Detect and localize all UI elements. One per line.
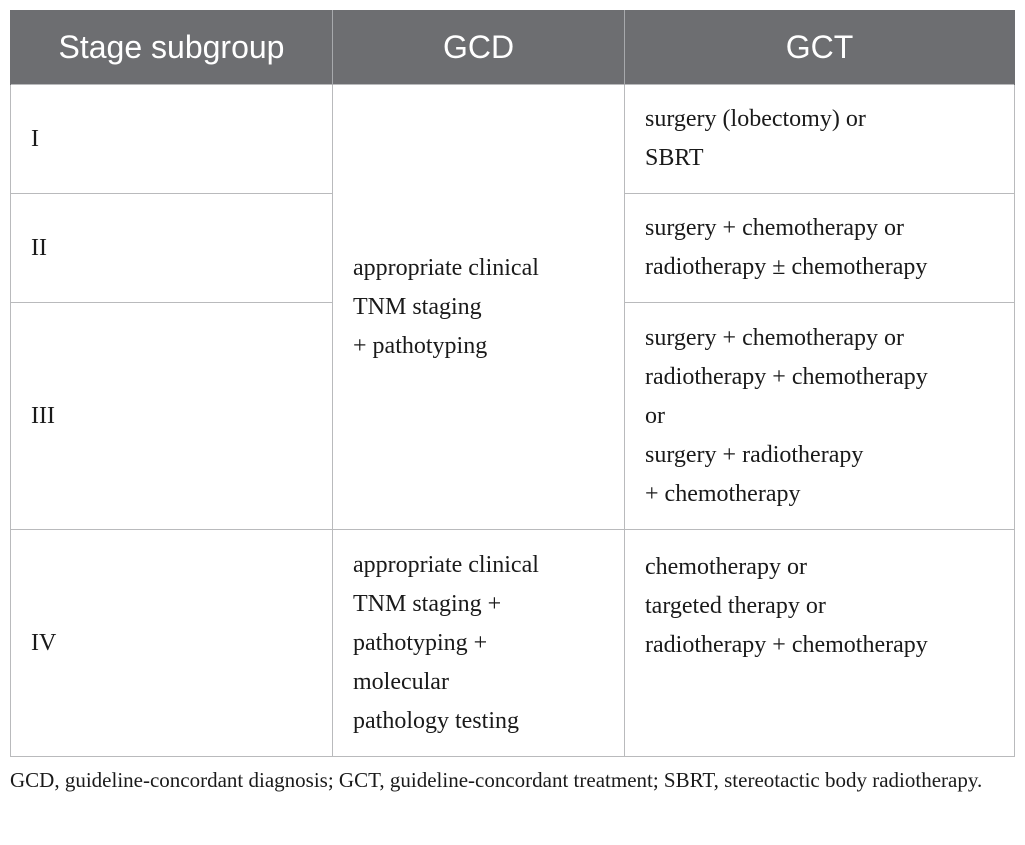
gct-line: radiotherapy + chemotherapy <box>645 632 928 658</box>
gcd-line: pathotyping + <box>353 629 488 656</box>
table-row <box>11 530 1015 757</box>
stage-cell: II <box>11 194 333 303</box>
gct-cell <box>625 85 1015 194</box>
gct-line: radiotherapy ± chemotherapy <box>645 254 928 280</box>
table-container <box>10 10 1014 757</box>
gcd-line: molecular <box>353 668 449 695</box>
gct-cell <box>625 530 1015 757</box>
gct-line: + chemotherapy <box>645 480 801 507</box>
gct-line: surgery + radiotherapy <box>645 441 864 468</box>
gct-line: surgery (lobectomy) or <box>645 106 866 132</box>
gcd-line: TNM staging <box>353 293 482 320</box>
gct-cell <box>625 303 1015 530</box>
gct-line: surgery + chemotherapy or <box>645 215 905 241</box>
gct-cell <box>625 194 1015 303</box>
stage-cell: I <box>11 85 333 194</box>
gct-line: radiotherapy + chemotherapy <box>645 363 928 390</box>
gcd-cell <box>333 530 625 757</box>
gcd-line: appropriate clinical <box>353 551 539 578</box>
gcd-line: + pathotyping <box>353 332 488 359</box>
gcd-merged-cell <box>333 85 625 530</box>
header-row <box>11 10 1015 85</box>
gct-line: targeted therapy or <box>645 593 826 619</box>
stage-cell: IV <box>11 530 333 757</box>
header-stage-subgroup: Stage subgroup <box>11 10 333 85</box>
header-gcd: GCD <box>333 10 625 85</box>
header-gct: GCT <box>625 10 1015 85</box>
gcd-line: pathology testing <box>353 707 519 734</box>
gct-line: surgery + chemotherapy or <box>645 324 905 351</box>
gct-line: chemotherapy or <box>645 554 807 580</box>
gcd-line: appropriate clinical <box>353 254 539 281</box>
table-row <box>11 85 1015 194</box>
gcd-line: TNM staging + <box>353 590 502 617</box>
gct-line: or <box>645 402 665 429</box>
guideline-table <box>10 10 1015 757</box>
gct-line: SBRT <box>645 145 704 171</box>
stage-cell: III <box>11 303 333 530</box>
table-footnote: GCD, guideline-concordant diagnosis; GCT, guideline-concordant treatment; SBRT, stereotactic body radiotherapy. <box>10 768 983 792</box>
